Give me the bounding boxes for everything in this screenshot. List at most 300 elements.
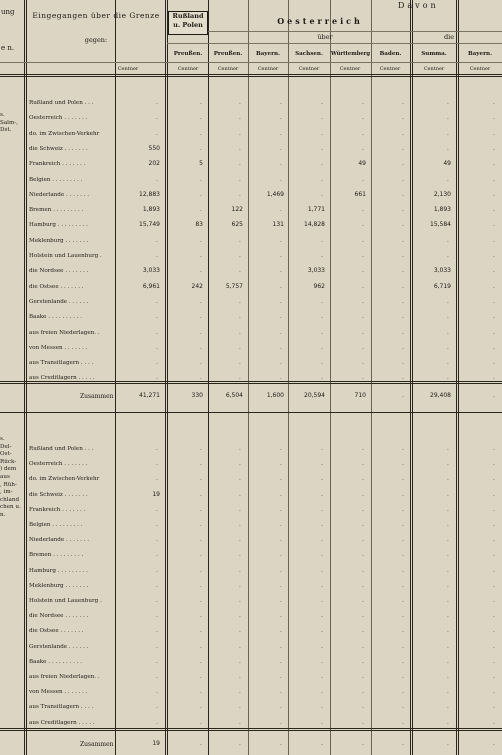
empty-cell-dot: . [493, 536, 495, 544]
table-cell-value: 49 [443, 160, 451, 168]
column-rule [165, 0, 166, 755]
empty-cell-dot: . [321, 688, 323, 696]
empty-cell-dot: . [447, 236, 449, 244]
empty-cell-dot: . [239, 657, 241, 665]
empty-cell-dot: . [280, 740, 282, 747]
margin-fragment: chen u. [0, 504, 21, 511]
column-title: Eingegangen über die Grenze [32, 11, 160, 20]
empty-cell-dot: . [280, 297, 282, 305]
empty-cell-dot: . [156, 505, 158, 513]
empty-cell-dot: . [493, 612, 495, 620]
unit-label-centner: Centner [298, 66, 320, 72]
empty-cell-dot: . [447, 703, 449, 711]
empty-cell-dot: . [200, 673, 202, 680]
empty-cell-dot: . [280, 267, 282, 275]
margin-fragment: Dst. [0, 127, 12, 134]
empty-cell-dot: . [362, 359, 364, 367]
subhead-preussen-2: Preußen. [213, 51, 243, 57]
origin-label: Belgien . . . . . . . . . [29, 522, 83, 528]
empty-cell-dot: . [200, 190, 202, 198]
empty-cell-dot: . [156, 343, 158, 351]
origin-label: Holstein und Lauenburg . [29, 598, 102, 604]
empty-cell-dot: . [493, 581, 495, 589]
empty-cell-dot: . [239, 740, 241, 747]
table-cell-value: 3,033 [142, 267, 160, 275]
empty-cell-dot: . [156, 99, 158, 106]
empty-cell-dot: . [493, 566, 495, 574]
table-cell-value: 122 [231, 206, 243, 214]
empty-cell-dot: . [362, 521, 364, 528]
empty-cell-dot: . [156, 175, 158, 183]
empty-cell-dot: . [321, 99, 323, 106]
empty-cell-dot: . [493, 190, 495, 198]
empty-cell-dot: . [239, 718, 241, 726]
total-cell-value: 1,600 [266, 392, 284, 399]
empty-cell-dot: . [447, 297, 449, 305]
origin-label: Niederlande . . . . . . . [29, 191, 90, 198]
empty-cell-dot: . [362, 740, 364, 747]
empty-cell-dot: . [402, 551, 404, 559]
origin-label: aus Creditlagern . . . . . [29, 719, 95, 726]
empty-cell-dot: . [280, 313, 282, 321]
empty-cell-dot: . [493, 236, 495, 244]
empty-cell-dot: . [200, 551, 202, 559]
empty-cell-dot: . [402, 160, 404, 168]
empty-cell-dot: . [447, 175, 449, 183]
origin-label: Oesterreich . . . . . . . [29, 461, 88, 468]
russland-label: Rußland u. Polen [172, 12, 204, 29]
total-cell-value: 29,408 [430, 392, 451, 399]
empty-cell-dot: . [200, 252, 202, 259]
empty-cell-dot: . [156, 129, 158, 137]
column-rule [410, 0, 411, 755]
empty-cell-dot: . [239, 190, 241, 198]
empty-cell-dot: . [239, 612, 241, 620]
empty-cell-dot: . [447, 521, 449, 528]
empty-cell-dot: . [156, 313, 158, 321]
empty-cell-dot: . [362, 612, 364, 620]
empty-cell-dot: . [280, 445, 282, 452]
empty-cell-dot: . [402, 236, 404, 244]
empty-cell-dot: . [200, 740, 202, 747]
empty-cell-dot: . [493, 99, 495, 106]
table-cell-value: 2,130 [433, 190, 451, 198]
section2-total-label: Zusammen [80, 741, 114, 748]
margin-fragment: Rück- [0, 458, 17, 465]
origin-label: Meklenburg . . . . . . . [29, 582, 89, 589]
empty-cell-dot: . [402, 521, 404, 528]
empty-cell-dot: . [321, 536, 323, 544]
empty-cell-dot: . [402, 114, 404, 122]
empty-cell-dot: . [321, 612, 323, 620]
empty-cell-dot: . [493, 175, 495, 183]
table-cell-value: 19 [152, 490, 160, 498]
margin-fragment: ) dem [0, 466, 17, 473]
table-cell-value: 625 [231, 221, 243, 229]
unit-label-centner: Centner [217, 66, 239, 72]
empty-cell-dot: . [493, 490, 495, 498]
empty-cell-dot: . [402, 99, 404, 106]
empty-cell-dot: . [280, 718, 282, 726]
total-cell-value: 330 [191, 392, 203, 399]
subhead-preussen-1: Preußen. [173, 51, 203, 57]
empty-cell-dot: . [362, 718, 364, 726]
empty-cell-dot: . [239, 445, 241, 452]
table-cell-value: 1,771 [307, 206, 325, 214]
empty-cell-dot: . [402, 460, 404, 468]
origin-label: Rußland und Polen . . . [29, 100, 94, 106]
empty-cell-dot: . [402, 703, 404, 711]
empty-cell-dot: . [321, 718, 323, 726]
empty-cell-dot: . [239, 297, 241, 305]
empty-cell-dot: . [280, 359, 282, 367]
empty-cell-dot: . [321, 673, 323, 680]
empty-cell-dot: . [493, 221, 495, 229]
empty-cell-dot: . [280, 99, 282, 106]
empty-cell-dot: . [362, 642, 364, 650]
empty-cell-dot: . [156, 642, 158, 650]
empty-cell-dot: . [362, 129, 364, 137]
empty-cell-dot: . [447, 460, 449, 468]
unit-label-centner: Centner [177, 66, 199, 72]
empty-cell-dot: . [321, 144, 323, 152]
empty-cell-dot: . [280, 657, 282, 665]
table-cell-value: 14,828 [304, 221, 325, 229]
empty-cell-dot: . [493, 343, 495, 351]
empty-cell-dot: . [447, 252, 449, 259]
table-cell-value: 5 [199, 160, 203, 168]
empty-cell-dot: . [321, 236, 323, 244]
table-cell-value: 3,033 [307, 267, 325, 275]
empty-cell-dot: . [280, 175, 282, 183]
empty-cell-dot: . [280, 236, 282, 244]
empty-cell-dot: . [280, 114, 282, 122]
empty-cell-dot: . [362, 236, 364, 244]
origin-label: aus Transitlagern . . . . [29, 704, 94, 711]
empty-cell-dot: . [321, 475, 323, 483]
empty-cell-dot: . [402, 297, 404, 305]
unit-label-centner: Centner [469, 66, 491, 72]
empty-cell-dot: . [402, 612, 404, 620]
total-cell-value: 19 [152, 740, 160, 747]
origin-label: Meklenburg . . . . . . . [29, 237, 89, 244]
empty-cell-dot: . [239, 581, 241, 589]
empty-cell-dot: . [362, 688, 364, 696]
empty-cell-dot: . [402, 282, 404, 290]
die-label: die [444, 33, 455, 41]
empty-cell-dot: . [402, 642, 404, 650]
empty-cell-dot: . [321, 657, 323, 665]
empty-cell-dot: . [239, 267, 241, 275]
empty-cell-dot: . [447, 475, 449, 483]
empty-cell-dot: . [493, 252, 495, 259]
empty-cell-dot: . [447, 688, 449, 696]
empty-cell-dot: . [402, 597, 404, 604]
origin-label: aus freien Niederlagen. . [29, 329, 100, 336]
origin-label: die Ostsee . . . . . . . [29, 628, 84, 635]
empty-cell-dot: . [362, 343, 364, 351]
empty-cell-dot: . [402, 688, 404, 696]
empty-cell-dot: . [362, 144, 364, 152]
empty-cell-dot: . [362, 114, 364, 122]
empty-cell-dot: . [200, 505, 202, 513]
empty-cell-dot: . [321, 505, 323, 513]
empty-cell-dot: . [200, 460, 202, 468]
empty-cell-dot: . [493, 718, 495, 726]
empty-cell-dot: . [156, 627, 158, 635]
empty-cell-dot: . [200, 566, 202, 574]
empty-cell-dot: . [402, 536, 404, 544]
table-cell-value: 1,893 [142, 206, 160, 214]
empty-cell-dot: . [362, 703, 364, 711]
empty-cell-dot: . [156, 551, 158, 559]
empty-cell-dot: . [493, 740, 495, 747]
origin-label: Oesterreich . . . . . . . [29, 115, 88, 122]
empty-cell-dot: . [280, 129, 282, 137]
empty-cell-dot: . [493, 657, 495, 665]
empty-cell-dot: . [156, 297, 158, 305]
table-cell-value: 661 [354, 190, 366, 198]
empty-cell-dot: . [493, 114, 495, 122]
origin-label: Gerstenlande . . . . . . [29, 643, 89, 650]
column-rule [115, 0, 116, 755]
empty-cell-dot: . [321, 175, 323, 183]
empty-cell-dot: . [200, 445, 202, 452]
empty-cell-dot: . [156, 612, 158, 620]
subhead-bayern-2: Bayern. [467, 51, 493, 57]
empty-cell-dot: . [156, 460, 158, 468]
table-cell-value: 15,584 [430, 221, 451, 229]
empty-cell-dot: . [447, 612, 449, 620]
empty-cell-dot: . [200, 657, 202, 665]
empty-cell-dot: . [362, 252, 364, 259]
empty-cell-dot: . [493, 282, 495, 290]
origin-label: Niederlande . . . . . . . [29, 537, 90, 544]
origin-label: die Nordsee . . . . . . . [29, 268, 89, 275]
empty-cell-dot: . [493, 267, 495, 275]
empty-cell-dot: . [362, 221, 364, 229]
empty-cell-dot: . [280, 597, 282, 604]
empty-cell-dot: . [156, 475, 158, 483]
origin-label: die Schweiz . . . . . . . [29, 491, 88, 498]
header-rule [0, 76, 502, 77]
origin-label: do. im Zwischen-Verkehr [29, 476, 100, 483]
empty-cell-dot: . [493, 460, 495, 468]
table-cell-value: 83 [195, 221, 203, 229]
empty-cell-dot: . [239, 703, 241, 711]
unit-label-centner: Centner [257, 66, 279, 72]
section1-total-label: Zusammen [80, 393, 114, 400]
column-rule [288, 0, 289, 755]
empty-cell-dot: . [239, 175, 241, 183]
empty-cell-dot: . [362, 490, 364, 498]
origin-label: Hamburg . . . . . . . . . [29, 222, 88, 229]
origin-label: von Messen . . . . . . . [29, 689, 88, 696]
empty-cell-dot: . [239, 521, 241, 528]
empty-cell-dot: . [493, 505, 495, 513]
empty-cell-dot: . [239, 475, 241, 483]
empty-cell-dot: . [402, 129, 404, 137]
empty-cell-dot: . [493, 521, 495, 528]
empty-cell-dot: . [321, 597, 323, 604]
origin-label: Baake . . . . . . . . . . [29, 658, 83, 665]
empty-cell-dot: . [493, 160, 495, 168]
empty-cell-dot: . [200, 612, 202, 620]
empty-cell-dot: . [280, 282, 282, 290]
empty-cell-dot: . [200, 297, 202, 305]
table-cell-value: 6,961 [142, 282, 160, 290]
origin-label: aus Creditlagern . . . . . [29, 375, 95, 382]
empty-cell-dot: . [280, 673, 282, 680]
empty-cell-dot: . [402, 740, 404, 747]
empty-cell-dot: . [402, 252, 404, 259]
empty-cell-dot: . [239, 129, 241, 137]
empty-cell-dot: . [402, 343, 404, 351]
column-rule [371, 0, 372, 755]
column-rule [167, 0, 168, 755]
empty-cell-dot: . [321, 740, 323, 747]
empty-cell-dot: . [239, 328, 241, 336]
empty-cell-dot: . [156, 374, 158, 382]
empty-cell-dot: . [156, 328, 158, 336]
empty-cell-dot: . [362, 175, 364, 183]
empty-cell-dot: . [447, 313, 449, 321]
empty-cell-dot: . [493, 703, 495, 711]
davon-heading: Davon [398, 1, 439, 10]
header-rule [208, 31, 502, 32]
empty-cell-dot: . [239, 144, 241, 152]
empty-cell-dot: . [156, 236, 158, 244]
empty-cell-dot: . [280, 521, 282, 528]
empty-cell-dot: . [239, 460, 241, 468]
empty-cell-dot: . [447, 129, 449, 137]
section-rule [0, 728, 502, 729]
table-cell-value: 1,469 [266, 190, 284, 198]
empty-cell-dot: . [156, 521, 158, 528]
empty-cell-dot: . [321, 703, 323, 711]
table-cell-value: 131 [272, 221, 284, 229]
empty-cell-dot: . [280, 612, 282, 620]
unit-label-centner: Centner [423, 66, 445, 72]
origin-label: do. im Zwischen-Verkehr [29, 130, 100, 137]
empty-cell-dot: . [200, 374, 202, 382]
empty-cell-dot: . [280, 374, 282, 382]
empty-cell-dot: . [280, 490, 282, 498]
empty-cell-dot: . [200, 328, 202, 336]
empty-cell-dot: . [156, 445, 158, 452]
empty-cell-dot: . [321, 642, 323, 650]
left-fragment-top: ung [1, 8, 15, 16]
empty-cell-dot: . [493, 392, 495, 399]
empty-cell-dot: . [447, 505, 449, 513]
empty-cell-dot: . [200, 627, 202, 635]
empty-cell-dot: . [200, 718, 202, 726]
empty-cell-dot: . [447, 343, 449, 351]
empty-cell-dot: . [321, 343, 323, 351]
table-cell-value: 15,749 [139, 221, 160, 229]
empty-cell-dot: . [239, 236, 241, 244]
empty-cell-dot: . [156, 252, 158, 259]
unit-label-centner: Centner [117, 66, 139, 72]
origin-label: Bremen . . . . . . . . . [29, 207, 84, 214]
empty-cell-dot: . [402, 392, 404, 399]
empty-cell-dot: . [402, 566, 404, 574]
empty-cell-dot: . [280, 505, 282, 513]
total-cell-value: 710 [354, 392, 366, 399]
empty-cell-dot: . [362, 206, 364, 214]
empty-cell-dot: . [362, 297, 364, 305]
empty-cell-dot: . [280, 688, 282, 696]
margin-fragment: Salm-, [0, 119, 18, 126]
empty-cell-dot: . [402, 374, 404, 382]
empty-cell-dot: . [321, 460, 323, 468]
origin-label: Bremen . . . . . . . . . [29, 552, 84, 559]
empty-cell-dot: . [200, 313, 202, 321]
empty-cell-dot: . [239, 359, 241, 367]
empty-cell-dot: . [447, 657, 449, 665]
origin-label: aus freien Niederlagen. . [29, 674, 100, 680]
empty-cell-dot: . [156, 673, 158, 680]
empty-cell-dot: . [447, 566, 449, 574]
table-cell-value: 6,719 [433, 282, 451, 290]
empty-cell-dot: . [362, 475, 364, 483]
column-title-gegen: gegen: [84, 36, 108, 44]
empty-cell-dot: . [362, 581, 364, 589]
empty-cell-dot: . [280, 343, 282, 351]
unit-label-centner: Centner [339, 66, 361, 72]
empty-cell-dot: . [362, 267, 364, 275]
empty-cell-dot: . [280, 627, 282, 635]
column-rule [412, 0, 413, 755]
section-rule [0, 383, 502, 384]
empty-cell-dot: . [362, 673, 364, 680]
empty-cell-dot: . [280, 581, 282, 589]
empty-cell-dot: . [362, 99, 364, 106]
total-cell-value: 41,271 [139, 392, 160, 399]
empty-cell-dot: . [402, 718, 404, 726]
column-rule [24, 0, 25, 755]
empty-cell-dot: . [493, 627, 495, 635]
empty-cell-dot: . [156, 657, 158, 665]
empty-cell-dot: . [239, 642, 241, 650]
left-fragment-bottom: e n. [1, 44, 15, 52]
empty-cell-dot: . [200, 114, 202, 122]
column-rule [456, 0, 457, 755]
empty-cell-dot: . [402, 445, 404, 452]
empty-cell-dot: . [200, 490, 202, 498]
origin-label: Hamburg . . . . . . . . . [29, 567, 88, 574]
origin-label: von Messen . . . . . . . [29, 344, 88, 351]
empty-cell-dot: . [200, 99, 202, 106]
empty-cell-dot: . [200, 703, 202, 711]
unit-label-centner: Centner [379, 66, 401, 72]
empty-cell-dot: . [200, 129, 202, 137]
empty-cell-dot: . [239, 673, 241, 680]
empty-cell-dot: . [447, 328, 449, 336]
empty-cell-dot: . [321, 252, 323, 259]
empty-cell-dot: . [239, 252, 241, 259]
empty-cell-dot: . [321, 581, 323, 589]
empty-cell-dot: . [493, 597, 495, 604]
margin-fragment: , Rüh- [0, 481, 17, 488]
origin-label: die Ostsee . . . . . . . [29, 283, 84, 290]
empty-cell-dot: . [447, 99, 449, 106]
empty-cell-dot: . [447, 445, 449, 452]
column-rule [208, 0, 209, 755]
header-rule [167, 43, 502, 44]
empty-cell-dot: . [156, 581, 158, 589]
empty-cell-dot: . [280, 460, 282, 468]
